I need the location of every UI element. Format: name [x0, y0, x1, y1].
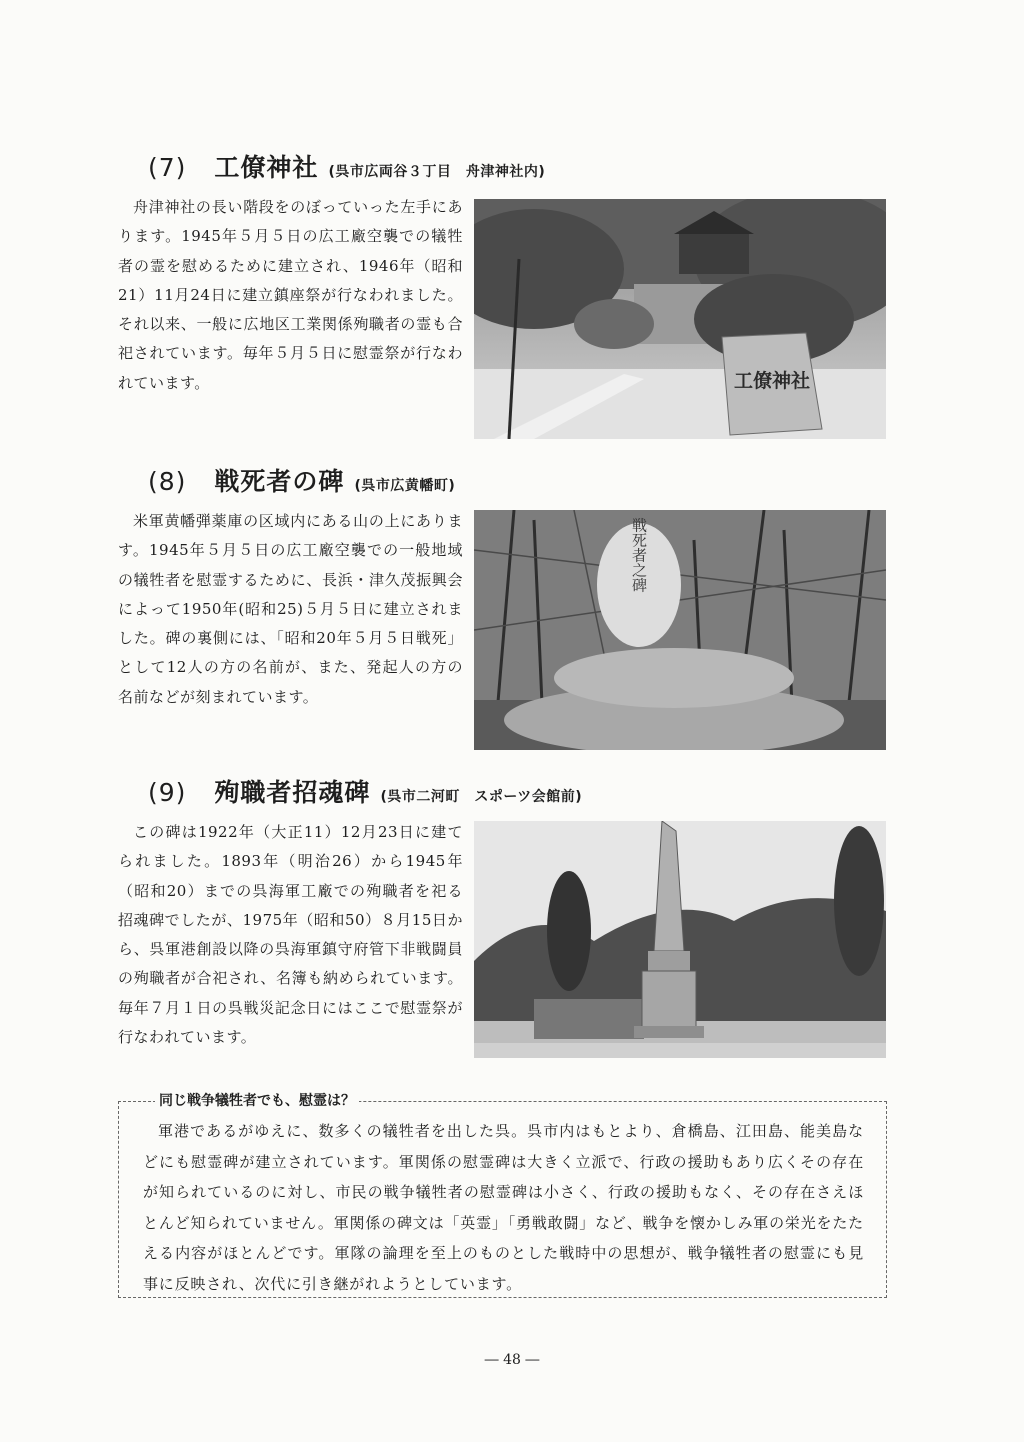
obelisk-photo: [474, 821, 886, 1058]
section-title: 工僚神社: [214, 153, 319, 182]
section-location: (呉市広黄幡町): [354, 478, 456, 494]
note-box: [118, 1093, 887, 1298]
section-7-text: 舟津神社の長い階段をのぼっていった左手にあります。1945年５月５日の広工廠空襲での犠牲者の霊を慰めるために建立され、1946年（昭和21）11月24日に建立鎮座祭が行なわれました。それ以来、一般に広地区工業関係殉職者の霊も合祀されています。毎年５月５日に慰霊祭が行なわれています。: [118, 198, 463, 392]
section-location: (呉市二河町 スポーツ会館前): [380, 789, 583, 805]
page-number: ― 48 ―: [484, 1352, 540, 1368]
note-title: 同じ戦争犠牲者でも、慰霊は？: [155, 1090, 359, 1110]
section-number: (9): [148, 778, 187, 807]
section-title: 戦死者の碑: [214, 467, 345, 496]
memorial-stone-photo: [474, 510, 886, 750]
section-7-heading: [148, 148, 545, 184]
section-8-text: 米軍黄幡弾薬庫の区域内にある山の上にあります。1945年５月５日の広工廠空襲での一般地域の犠牲者を慰霊するために、長浜・津久茂振興会によって1950年(昭和25)５月５日に建立されました。碑の裏側には、「昭和20年５月５日戦死」として12人の方の名前が、また、発起人の方の名前などが刻まれています。: [118, 512, 463, 706]
section-number: (7): [148, 153, 187, 182]
shrine-photo: [474, 199, 886, 439]
section-8-heading: [148, 462, 455, 498]
note-text: 軍港であるがゆえに、数多くの犠牲者を出した呉。呉市内はもとより、倉橋島、江田島、能美島などにも慰霊碑が建立されています。軍関係の慰霊碑は大きく立派で、行政の援助もあり広くその存在が知られているのに対し、市民の戦争犠牲者の慰霊碑は小さく、行政の援助もなく、その存在さえほとんど知られていません。軍関係の碑文は「英霊」「勇戦敢闘」など、戦争を懐かしみ軍の栄光をたたえる内容がほとんどです。軍隊の論理を至上のものとした戦時中の思想が、戦争犠牲者の慰霊にも見事に反映され、次代に引き継がれようとしています。: [143, 1122, 864, 1293]
section-9-heading: [148, 773, 582, 809]
section-number: (8): [148, 467, 187, 496]
section-location: (呉市広両谷３丁目 舟津神社内): [328, 164, 546, 180]
sign-text: 工僚神社: [733, 370, 811, 392]
section-title: 殉職者招魂碑: [214, 778, 371, 807]
stone-inscription: 戦死者之碑: [630, 517, 648, 593]
section-9-text: この碑は1922年（大正11）12月23日に建てられました。1893年（明治26）から1945年（昭和20）までの呉海軍工廠での殉職者を祀る招魂碑でしたが、1975年（昭和50）８月15日から、呉軍港創設以降の呉海軍鎮守府管下非戦闘員の殉職者が合祀され、名簿も納められています。毎年７月１日の呉戦災記念日にはここで慰霊祭が行なわれています。: [118, 823, 463, 1047]
